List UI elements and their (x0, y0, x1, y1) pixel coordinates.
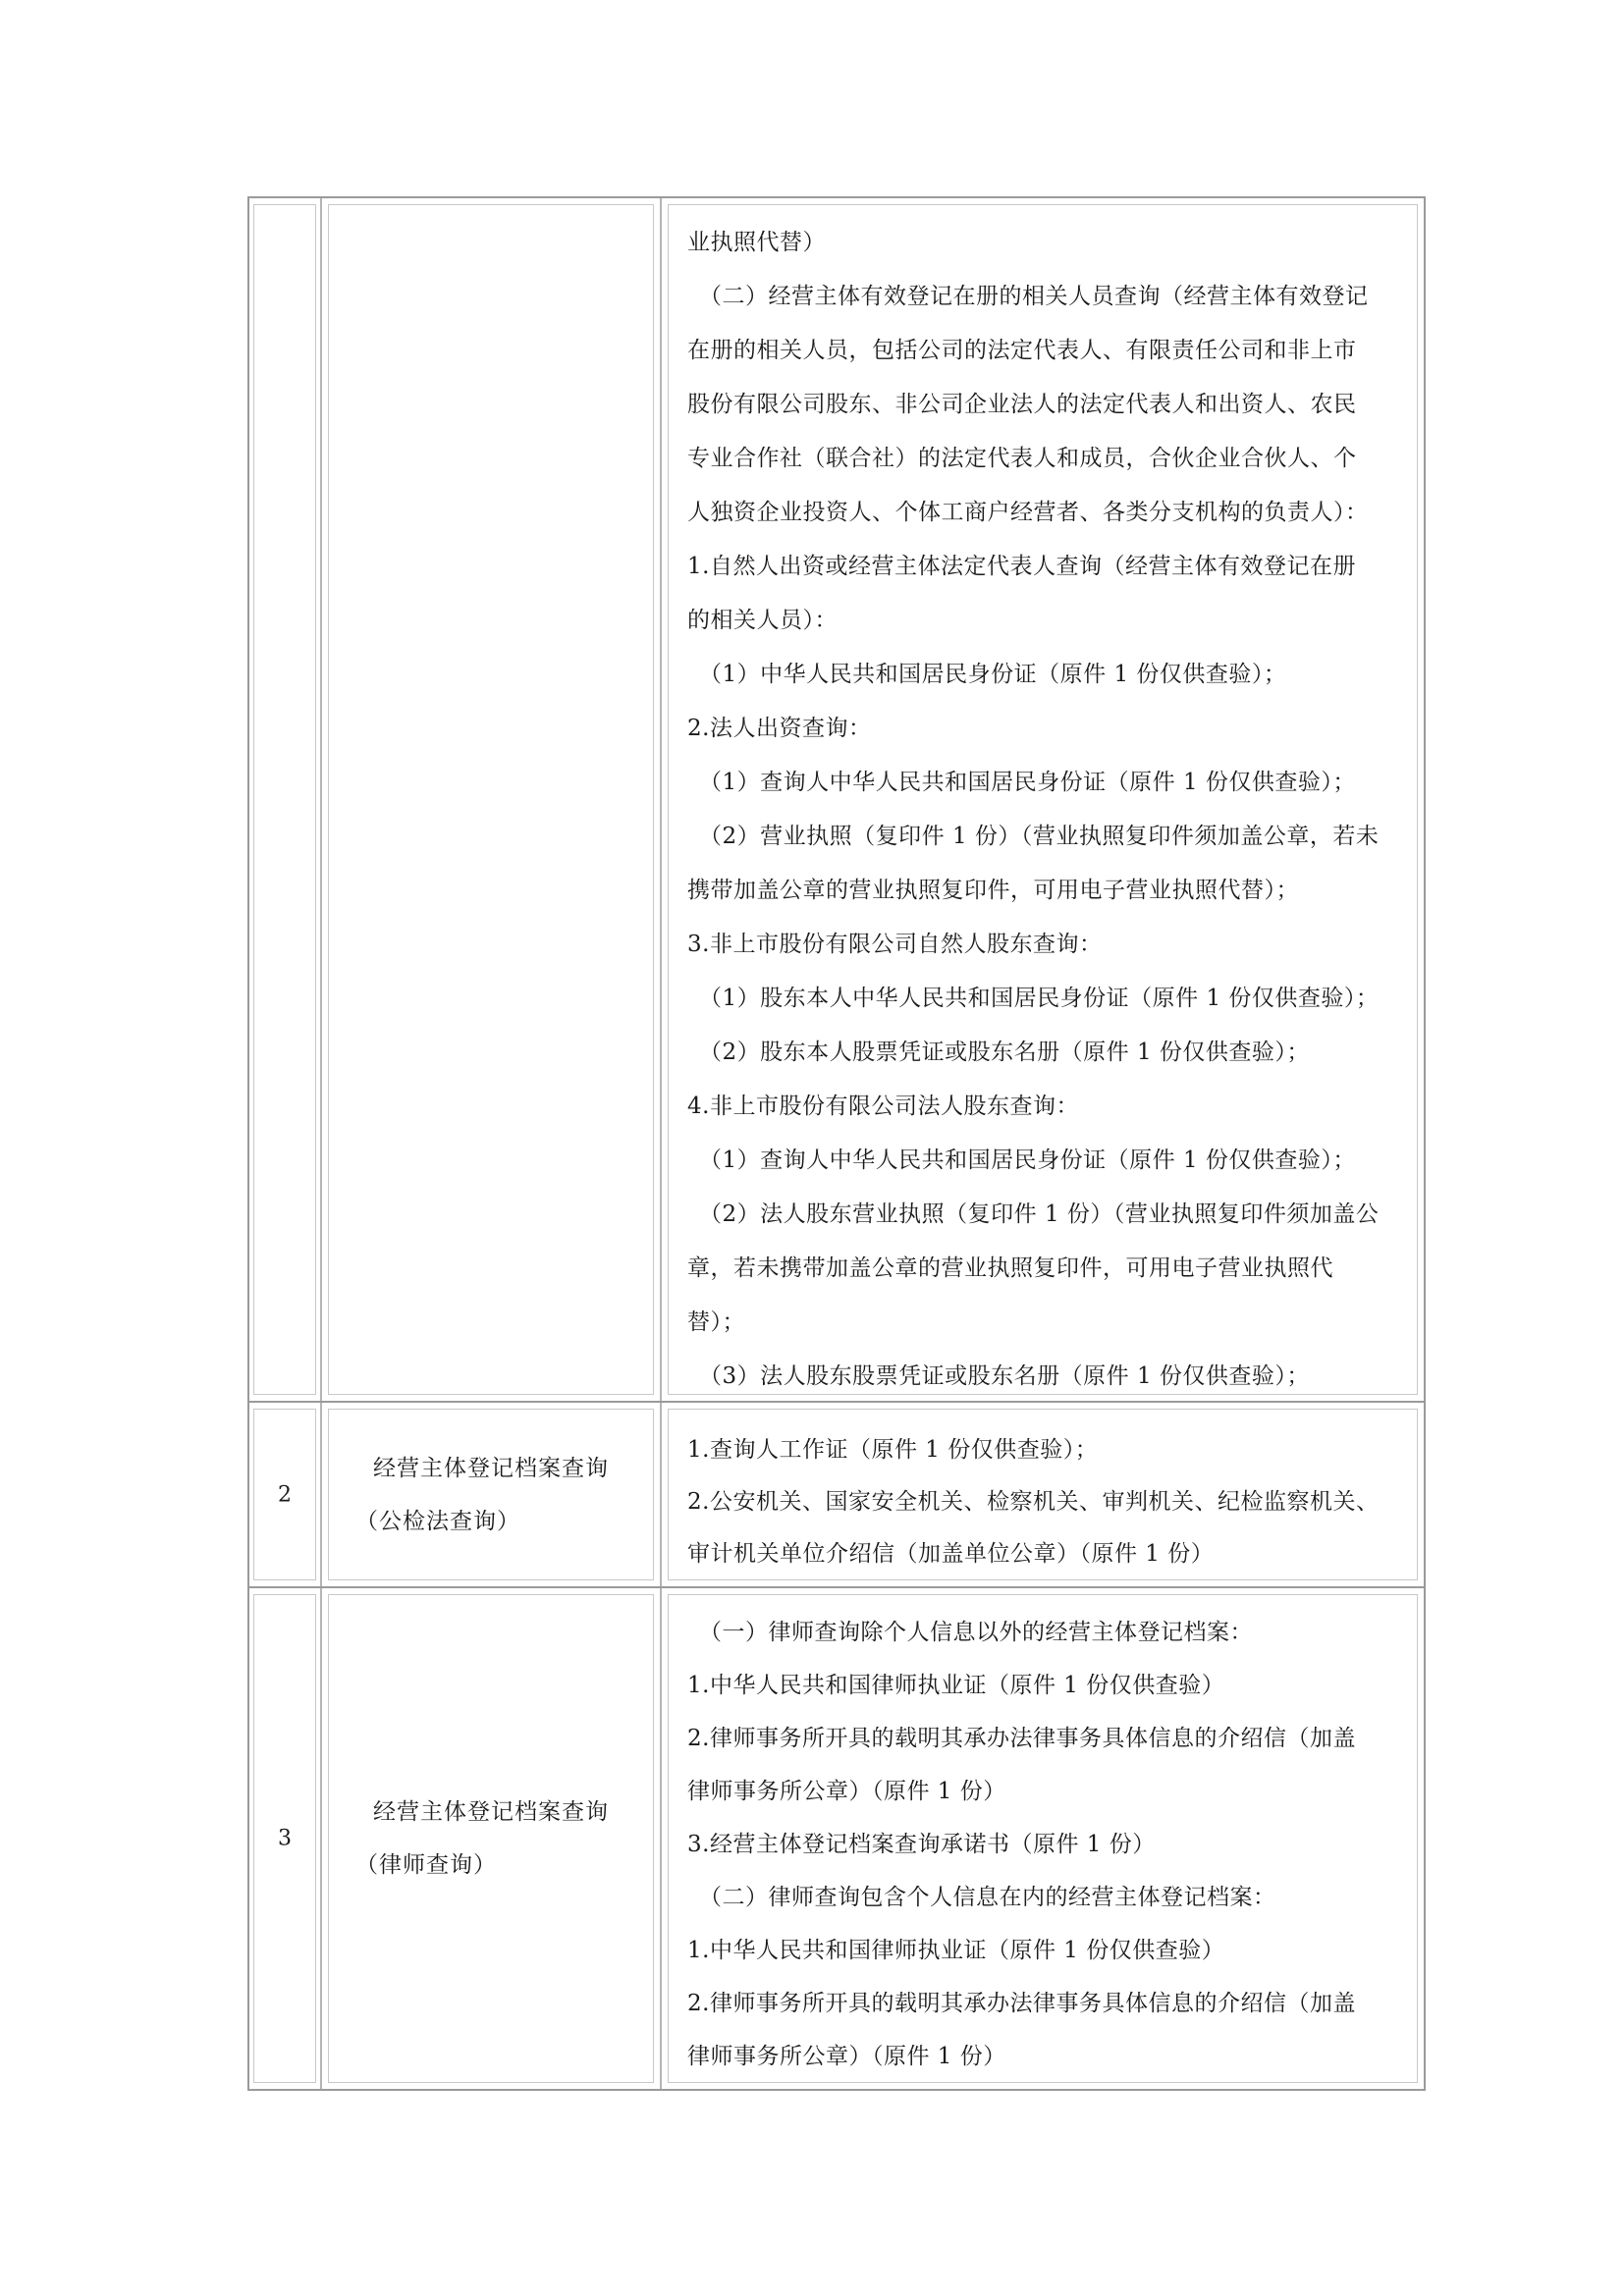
row-number: 2 (278, 1482, 292, 1507)
row-number: 3 (278, 1826, 292, 1851)
item-name-line: 经营主体登记档案查询 (373, 1455, 609, 1481)
text-line: 1.自然人出资或经营主体法定代表人查询（经营主体有效登记在册 (687, 554, 1356, 579)
text-line: 专业合作社（联合社）的法定代表人和成员，合伙企业合伙人、个 (687, 446, 1357, 471)
materials-cell (660, 1588, 1424, 2089)
text-line: 2.律师事务所开具的载明其承办法律事务具体信息的介绍信（加盖 (687, 1991, 1356, 2016)
text-line: 3.非上市股份有限公司自然人股东查询： (687, 932, 1103, 957)
text-line: 律师事务所公章）（原件 1 份） (687, 2044, 1006, 2069)
item-name-line: 经营主体登记档案查询 (373, 1799, 609, 1825)
text-line: （1）中华人民共和国居民身份证（原件 1 份仅供查验）； (699, 662, 1287, 687)
materials-cell (660, 198, 1424, 1401)
text-line: 2.公安机关、国家安全机关、检察机关、审判机关、纪检监察机关、 (687, 1489, 1380, 1515)
item-name-line: （律师查询） (355, 1852, 497, 1878)
materials-text (687, 1606, 1410, 2083)
text-line: （1）查询人中华人民共和国居民身份证（原件 1 份仅供查验）； (699, 770, 1356, 795)
text-line: （3）法人股东股票凭证或股东名册（原件 1 份仅供查验）； (699, 1363, 1310, 1389)
text-line: 章，若未携带加盖公章的营业执照复印件，可用电子营业执照代 (687, 1255, 1333, 1281)
text-line: 业执照代替） (687, 230, 826, 255)
table-row (249, 198, 1424, 1401)
text-line: 2.法人出资查询： (687, 716, 872, 741)
text-line: （1）股东本人中华人民共和国居民身份证（原件 1 份仅供查验）； (699, 986, 1380, 1011)
text-line: （2）股东本人股票凭证或股东名册（原件 1 份仅供查验）； (699, 1040, 1310, 1065)
text-line: 1.中华人民共和国律师执业证（原件 1 份仅供查验） (687, 1673, 1225, 1698)
text-line: （一）律师查询除个人信息以外的经营主体登记档案： (699, 1620, 1253, 1645)
number-cell (249, 1588, 320, 2089)
materials-table (247, 196, 1426, 2091)
table-row (249, 1586, 1424, 2089)
text-line: 携带加盖公章的营业执照复印件，可用电子营业执照代替）； (687, 878, 1299, 903)
item-name-line: （公检法查询） (355, 1508, 520, 1534)
text-line: （1）查询人中华人民共和国居民身份证（原件 1 份仅供查验）； (699, 1148, 1356, 1173)
text-line: 审计机关单位介绍信（加盖单位公章）（原件 1 份） (687, 1541, 1215, 1567)
item-name (342, 1786, 640, 1892)
text-line: 1.查询人工作证（原件 1 份仅供查验）； (687, 1437, 1099, 1463)
text-line: 3.经营主体登记档案查询承诺书（原件 1 份） (687, 1832, 1156, 1857)
item-name-cell (320, 198, 660, 1401)
materials-cell (660, 1403, 1424, 1586)
table-row (249, 1401, 1424, 1586)
text-line: （二）律师查询包含个人信息在内的经营主体登记档案： (699, 1885, 1276, 1910)
text-line: 替）； (687, 1309, 745, 1335)
text-line: （2）法人股东营业执照（复印件 1 份）（营业执照复印件须加盖公 (699, 1201, 1380, 1227)
text-line: 在册的相关人员，包括公司的法定代表人、有限责任公司和非上市 (687, 338, 1357, 363)
item-name-cell (320, 1588, 660, 2089)
text-line: 的相关人员）： (687, 608, 838, 633)
materials-text (687, 1424, 1410, 1580)
text-line: 1.中华人民共和国律师执业证（原件 1 份仅供查验） (687, 1938, 1225, 1963)
number-cell (249, 1403, 320, 1586)
text-line: 4.非上市股份有限公司法人股东查询： (687, 1094, 1079, 1119)
text-line: （二）经营主体有效登记在册的相关人员查询（经营主体有效登记 (699, 284, 1369, 309)
text-line: 律师事务所公章）（原件 1 份） (687, 1779, 1006, 1804)
item-name (342, 1442, 640, 1548)
materials-text (687, 216, 1410, 1404)
text-line: 2.律师事务所开具的载明其承办法律事务具体信息的介绍信（加盖 (687, 1726, 1356, 1751)
item-name-cell (320, 1403, 660, 1586)
text-line: 股份有限公司股东、非公司企业法人的法定代表人和出资人、农民 (687, 392, 1357, 417)
text-line: （2）营业执照（复印件 1 份）（营业执照复印件须加盖公章，若未 (699, 824, 1380, 849)
number-cell (249, 198, 320, 1401)
text-line: 人独资企业投资人、个体工商户经营者、各类分支机构的负责人）： (687, 500, 1369, 525)
